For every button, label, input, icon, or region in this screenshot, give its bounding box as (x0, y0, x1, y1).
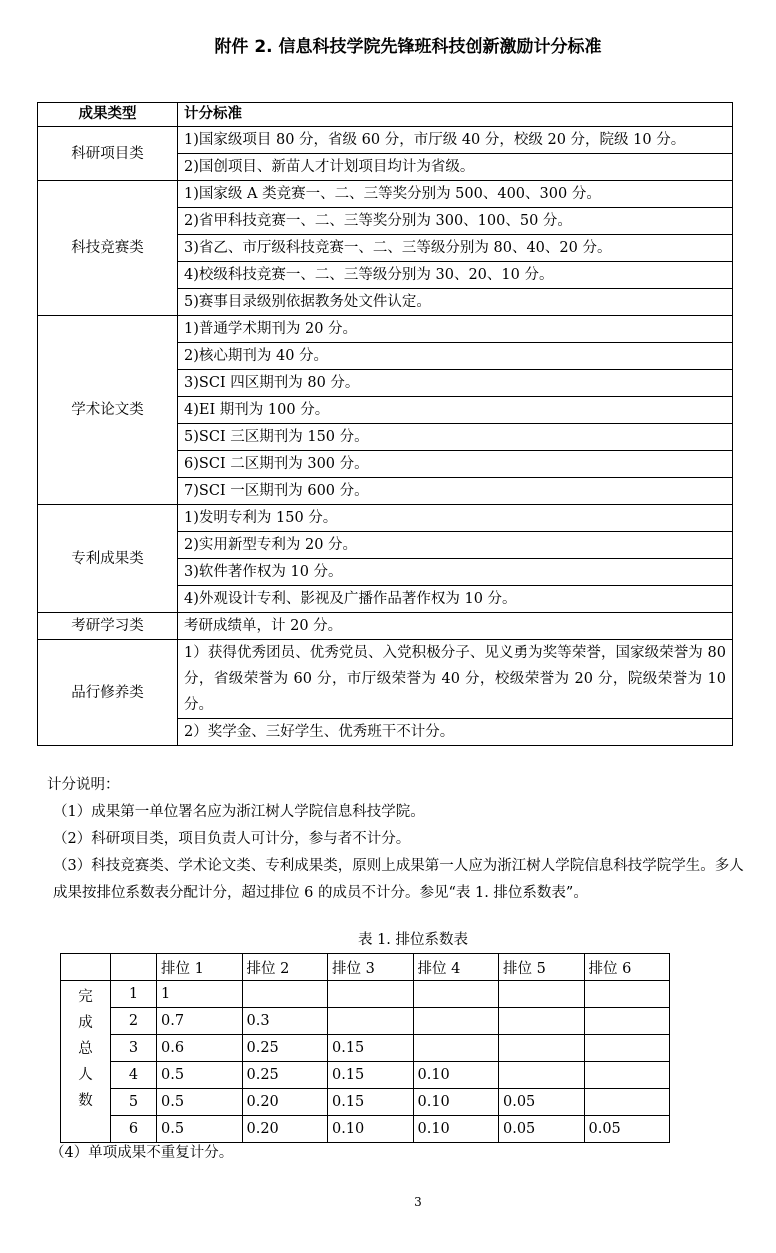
table-row (38, 181, 733, 208)
category-cell: 考研学习类 (38, 613, 178, 640)
rank-header-cell: 排位 3 (328, 954, 414, 981)
category-cell: 专利成果类 (38, 505, 178, 613)
rank-row (61, 1035, 670, 1062)
coefficient-cell (584, 1035, 670, 1062)
side-label-char: 人 (78, 1066, 93, 1083)
standard-cell: 3)SCI 四区期刊为 80 分。 (178, 370, 733, 397)
coefficient-cell: 0.10 (413, 1089, 499, 1116)
coefficient-cell: 0.10 (413, 1062, 499, 1089)
notes-heading: 计分说明： (47, 777, 120, 793)
rank-header-cell: 排位 4 (413, 954, 499, 981)
table-row (38, 127, 733, 154)
standard-cell: 3)省乙、市厅级科技竞赛一、二、三等级分别为 80、40、20 分。 (178, 235, 733, 262)
coefficient-cell: 1 (157, 981, 243, 1008)
coefficient-cell (413, 1008, 499, 1035)
table-row (38, 316, 733, 343)
standard-cell: 1）获得优秀团员、优秀党员、入党积极分子、见义勇为奖等荣誉，国家级荣誉为 80 分，省级荣誉为 60 分，市厅级荣誉为 40 分，校级荣誉为 20 分，院级荣誉为 10 分。 (178, 640, 733, 719)
coefficient-cell: 0.3 (242, 1008, 328, 1035)
coefficient-cell (242, 981, 328, 1008)
standard-cell: 1)发明专利为 150 分。 (178, 505, 733, 532)
coefficient-cell: 0.10 (328, 1116, 414, 1143)
coefficient-cell: 0.05 (584, 1116, 670, 1143)
table-row (38, 640, 733, 719)
coefficient-cell: 0.20 (242, 1116, 328, 1143)
coefficient-cell: 0.15 (328, 1035, 414, 1062)
standard-cell: 1)国家级项目 80 分，省级 60 分，市厅级 40 分，校级 20 分，院级 10 分。 (178, 127, 733, 154)
category-cell: 品行修养类 (38, 640, 178, 746)
member-count-cell: 2 (111, 1008, 157, 1035)
side-label-char: 完 (78, 988, 93, 1005)
rank-header-row (61, 954, 670, 981)
page-number: 3 (414, 1195, 422, 1209)
coefficient-cell (584, 1008, 670, 1035)
coefficient-cell: 0.6 (157, 1035, 243, 1062)
coefficient-cell (584, 1089, 670, 1116)
standard-cell: 考研成绩单，计 20 分。 (178, 613, 733, 640)
side-label-char: 数 (78, 1092, 93, 1109)
coefficient-cell: 0.25 (242, 1062, 328, 1089)
rank-header-cell: 排位 5 (499, 954, 585, 981)
coefficient-cell (413, 981, 499, 1008)
page-title: 附件 2. 信息科技学院先锋班科技创新激励计分标准 (214, 37, 602, 57)
member-count-cell: 5 (111, 1089, 157, 1116)
rank-row (61, 1116, 670, 1143)
member-count-cell: 1 (111, 981, 157, 1008)
scoring-notes (47, 772, 747, 907)
standard-cell: 1)普通学术期刊为 20 分。 (178, 316, 733, 343)
coefficient-cell: 0.5 (157, 1089, 243, 1116)
standard-cell: 3)软件著作权为 10 分。 (178, 559, 733, 586)
scoring-standards-table (37, 102, 733, 746)
standard-cell: 4)EI 期刊为 100 分。 (178, 397, 733, 424)
standard-cell: 5)赛事目录级别依据教务处文件认定。 (178, 289, 733, 316)
member-count-cell: 6 (111, 1116, 157, 1143)
standard-cell: 1)国家级 A 类竞赛一、二、三等奖分别为 500、400、300 分。 (178, 181, 733, 208)
table-row (38, 613, 733, 640)
note-3: （3）科技竞赛类、学术论文类、专利成果类，原则上成果第一人应为浙江树人学院信息科技学院学生。多人成果按排位系数表分配计分，超过排位 6 的成员不计分。参见“表 1. 排位系数表”。 (53, 858, 744, 901)
coefficient-cell (328, 981, 414, 1008)
side-label-char: 成 (78, 1014, 93, 1031)
coefficient-cell (584, 1062, 670, 1089)
completion-count-label (61, 981, 111, 1143)
side-label-char: 总 (78, 1040, 93, 1057)
category-cell: 科研项目类 (38, 127, 178, 181)
rank-coefficient-table (60, 953, 670, 1143)
empty-cell (111, 954, 157, 981)
coefficient-cell (499, 981, 585, 1008)
header-category: 成果类型 (38, 103, 178, 127)
coefficient-cell: 0.15 (328, 1062, 414, 1089)
rank-row (61, 1062, 670, 1089)
coefficient-cell (499, 1062, 585, 1089)
category-cell: 科技竞赛类 (38, 181, 178, 316)
standard-cell: 2)国创项目、新苗人才计划项目均计为省级。 (178, 154, 733, 181)
table-row (38, 505, 733, 532)
empty-cell (61, 954, 111, 981)
coefficient-cell (584, 981, 670, 1008)
standard-cell: 4)校级科技竞赛一、二、三等级分别为 30、20、10 分。 (178, 262, 733, 289)
coefficient-cell: 0.25 (242, 1035, 328, 1062)
rank-header-cell: 排位 2 (242, 954, 328, 981)
coefficient-cell (328, 1008, 414, 1035)
member-count-cell: 3 (111, 1035, 157, 1062)
rank-header-cell: 排位 1 (157, 954, 243, 981)
standard-cell: 6)SCI 二区期刊为 300 分。 (178, 451, 733, 478)
rank-row (61, 1008, 670, 1035)
table-header-row (38, 103, 733, 127)
coefficient-cell: 0.15 (328, 1089, 414, 1116)
coefficient-cell: 0.20 (242, 1089, 328, 1116)
standard-cell: 2)实用新型专利为 20 分。 (178, 532, 733, 559)
coefficient-cell: 0.10 (413, 1116, 499, 1143)
coefficient-cell: 0.5 (157, 1062, 243, 1089)
coefficient-cell (499, 1008, 585, 1035)
coefficient-cell: 0.05 (499, 1089, 585, 1116)
standard-cell: 7)SCI 一区期刊为 600 分。 (178, 478, 733, 505)
coefficient-cell: 0.7 (157, 1008, 243, 1035)
coefficient-cell: 0.5 (157, 1116, 243, 1143)
coefficient-cell (413, 1035, 499, 1062)
header-standard: 计分标准 (178, 103, 733, 127)
standard-cell: 2）奖学金、三好学生、优秀班干不计分。 (178, 719, 733, 746)
note-1: （1）成果第一单位署名应为浙江树人学院信息科技学院。 (53, 804, 425, 820)
rank-header-cell: 排位 6 (584, 954, 670, 981)
note-4: （4）单项成果不重复计分。 (50, 1145, 234, 1161)
standard-cell: 2)核心期刊为 40 分。 (178, 343, 733, 370)
coefficient-cell (499, 1035, 585, 1062)
standard-cell: 2)省甲科技竞赛一、二、三等奖分别为 300、100、50 分。 (178, 208, 733, 235)
rank-row (61, 1089, 670, 1116)
category-cell: 学术论文类 (38, 316, 178, 505)
note-2: （2）科研项目类，项目负责人可计分，参与者不计分。 (53, 831, 411, 847)
standard-cell: 5)SCI 三区期刊为 150 分。 (178, 424, 733, 451)
standard-cell: 4)外观设计专利、影视及广播作品著作权为 10 分。 (178, 586, 733, 613)
rank-row (61, 981, 670, 1008)
rank-table-caption: 表 1. 排位系数表 (357, 932, 469, 948)
coefficient-cell: 0.05 (499, 1116, 585, 1143)
member-count-cell: 4 (111, 1062, 157, 1089)
